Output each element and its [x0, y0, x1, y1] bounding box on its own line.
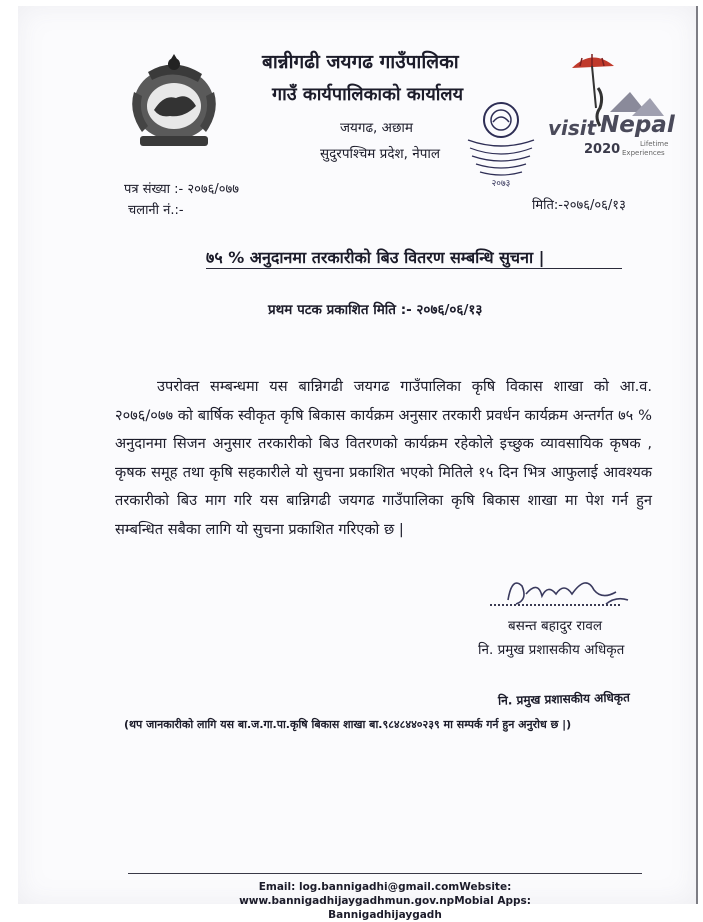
experiences-label: Experiences	[622, 149, 665, 157]
footer-contact	[130, 880, 640, 922]
signature-line	[490, 604, 620, 606]
contact-note: (थप जानकारीको लागि यस बा.ज.गा.पा.कृषि बिकास शाखा बा.९८४८४४०२३९ मा सम्पर्क गर्न हुन अनुरोध छ |)	[124, 718, 572, 731]
nepal-government-emblem-icon	[118, 52, 230, 152]
footer-divider	[128, 873, 642, 874]
letter-date: मिति:-२०७६/०६/१३	[532, 198, 626, 213]
office-name: गाउँ कार्यपालिकाको कार्यालय	[272, 84, 464, 105]
first-publication-date: प्रथम पटक प्रकाशित मिति :- २०७६/०६/१३	[268, 302, 483, 318]
signer-title: नि. प्रमुख प्रशासकीय अधिकृत	[478, 642, 625, 658]
notice-body: उपरोक्त सम्बन्धमा यस बान्निगढी जयगढ गाउँपालिका कृषि विकास शाखा को आ.व. २०७६/०७७ को बार्षिक स्वीकृत कृषि बिकास कार्यक्रम अनुसार तरकारी प्रवर्धन कार्यक्रम अन्तर्गत ७५ % अनुदानमा सिजन अनुसार तरकारीको बिउ वितरणको कार्यक्रम रहेकोले इच्छुक व्यावसायिक कृषक , कृषक समूह तथा कृषि सहकारीले यो सुचना प्रकाशित भएको मितिले १५ दिन भित्र आफुलाई आवश्यक तरकारीको बिउ माग गरि यस बान्निगढी जयगढ गाउँपालिका कृषि बिकास शाखा मा पेश गर्न हुन सम्बन्धित सबैका लागि यो सुचना प्रकाशित गरिएको छ |	[115, 378, 652, 538]
subject-underline	[206, 268, 622, 269]
visit-word: visit	[548, 116, 597, 140]
signer-name: बसन्त बहादुर रावल	[508, 618, 603, 634]
municipality-name: बान्नीगढी जयगढ गाउँपालिका	[262, 51, 459, 73]
office-location: जयगढ, अछाम	[340, 120, 413, 136]
year-label: 2020	[584, 142, 621, 157]
nepal-word: Nepal	[600, 112, 675, 138]
dispatch-number: चलानी नं.:-	[128, 203, 184, 218]
footer-line-2: Bannigadhijaygadh	[328, 909, 442, 921]
office-province: सुदुरपश्चिम प्रदेश, नेपाल	[320, 146, 441, 162]
visit-nepal-2020-logo	[540, 48, 680, 166]
lifetime-label: Lifetime	[640, 140, 669, 148]
seal-year: २०७३	[491, 179, 511, 188]
designation-stamp: नि. प्रमुख प्रशासकीय अधिकृत	[497, 690, 631, 708]
office-seal-stamp	[462, 98, 540, 188]
letter-number: पत्र संख्या :- २०७६/०७७	[124, 182, 240, 197]
handwritten-signature	[498, 570, 638, 616]
footer-line-1: Email: log.bannigadhi@gmail.comWebsite: www.bannigadhijaygadhmun.gov.npMobial Apps:	[239, 881, 531, 907]
notice-subject: ७५ % अनुदानमा तरकारीको बिउ वितरण सम्बन्धि सुचना |	[206, 248, 545, 267]
